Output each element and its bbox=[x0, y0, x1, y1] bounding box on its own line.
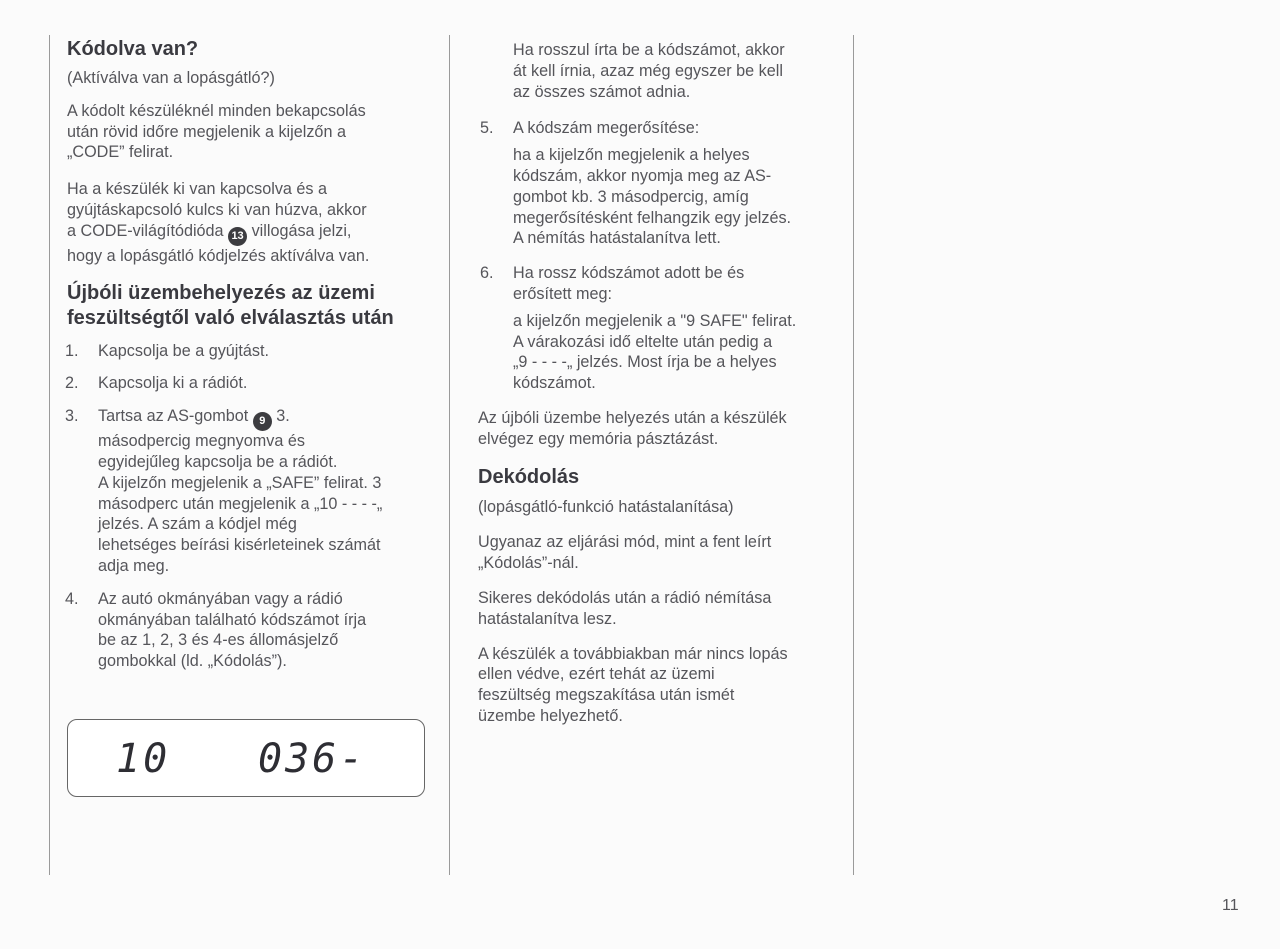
paragraph-code-led: Ha a készülék ki van kapcsolva és a gyújtáskapcsoló kulcs ki van húzva, akkor a CODE-világítódióda 13 villogása jelzi, hogy a lopásgátló kódjelzés aktíválva van. bbox=[67, 180, 370, 265]
paragraph-same-procedure: Ugyanaz az eljárási mód, mint a fent leírt „Kódolás”-nál. bbox=[478, 533, 772, 573]
step-6: 6. Ha rossz kódszámot adott be és erősített meg: a kijelzőn megjelenik a "9 SAFE" felirat. A várakozási idő eltelte után pedig a „9 - - - -„ jelzés. Most írja be a helyes kódszámot. bbox=[480, 264, 797, 393]
radio-display-illustration bbox=[67, 719, 425, 797]
heading-decoding: Dekódolás bbox=[478, 465, 580, 488]
step-number: 5. bbox=[480, 119, 494, 138]
callout-9-icon: 9 bbox=[253, 412, 272, 431]
step-4: 4. Az autó okmányában vagy a rádió okmányában található kódszámot írja be az 1, 2, 3 és 4-es állomásjelző gombokkal (ld. „Kódolás”). bbox=[65, 589, 367, 671]
step-5: 5. A kódszám megerősítése: ha a kijelzőn megjelenik a helyes kódszám, akkor nyomja meg az AS- gombot kb. 3 másodpercig, amíg megerősítésként felhangzik egy jelzés. A némítás hatástalanítva lett. bbox=[480, 119, 792, 248]
paragraph-active-question: (Aktíválva van a lopásgátló?) bbox=[67, 69, 275, 87]
heading-coded: Kódolva van? bbox=[67, 38, 199, 60]
paragraph-no-protection: A készülék a továbbiakban már nincs lopás ellen védve, ezért tehát az üzemi feszültség megszakítása után ismét üzembe helyezhető. bbox=[478, 644, 788, 725]
step-3: 3. Tartsa az AS-gombot 9 3. másodpercig megnyomva és egyidejűleg kapcsolja be a rádiót. A kijelzőn megjelenik a „SAFE” felirat. 3 másodperc után megjelenik a „10 - - - -„ jelzés. A szám a kódjel még lehetséges beírási kisérleteinek számát adja meg. bbox=[65, 407, 383, 575]
paragraph-wrong-entry: Ha rosszul írta be a kódszámot, akkor át kell írnia, azaz még egyszer be kell az összes számot adnia. bbox=[513, 41, 785, 101]
step-number: 3. bbox=[65, 407, 79, 426]
paragraph-memory-scan: Az újbóli üzembe helyezés után a készülék elvégez egy memória pásztázást. bbox=[478, 408, 787, 448]
step-1: 1. Kapcsolja be a gyújtást. bbox=[65, 341, 269, 360]
right-margin-rule bbox=[853, 35, 854, 875]
paragraph-decode-success: Sikeres dekódolás után a rádió némítása hatástalanítva lesz. bbox=[478, 588, 772, 628]
step-2: 2. Kapcsolja ki a rádiót. bbox=[65, 374, 248, 393]
left-margin-rule bbox=[49, 35, 50, 875]
callout-13-icon: 13 bbox=[228, 227, 247, 246]
right-column bbox=[478, 40, 848, 727]
step-number: 4. bbox=[65, 589, 79, 608]
paragraph-code-display: A kódolt készüléknél minden bekapcsolás után rövid időre megjelenik a kijelzőn a „CODE” felirat. bbox=[67, 101, 366, 162]
left-column bbox=[67, 37, 439, 672]
heading-restart: Újbóli üzembehelyezés az üzemi feszültségtől való elválasztás után bbox=[67, 281, 394, 329]
column-divider-rule bbox=[449, 35, 450, 875]
step-number: 6. bbox=[480, 264, 494, 283]
paragraph-decoding-subtitle: (lopásgátló-funkció hatástalanítása) bbox=[478, 497, 734, 516]
display-attempts-value: 10 bbox=[116, 736, 171, 782]
step-number: 2. bbox=[65, 374, 79, 393]
step-number: 1. bbox=[65, 341, 79, 360]
page-number: 11 bbox=[1222, 897, 1239, 914]
display-code-value: 036- bbox=[258, 736, 367, 782]
restart-steps-list bbox=[67, 341, 439, 672]
confirm-steps-list bbox=[478, 118, 848, 394]
